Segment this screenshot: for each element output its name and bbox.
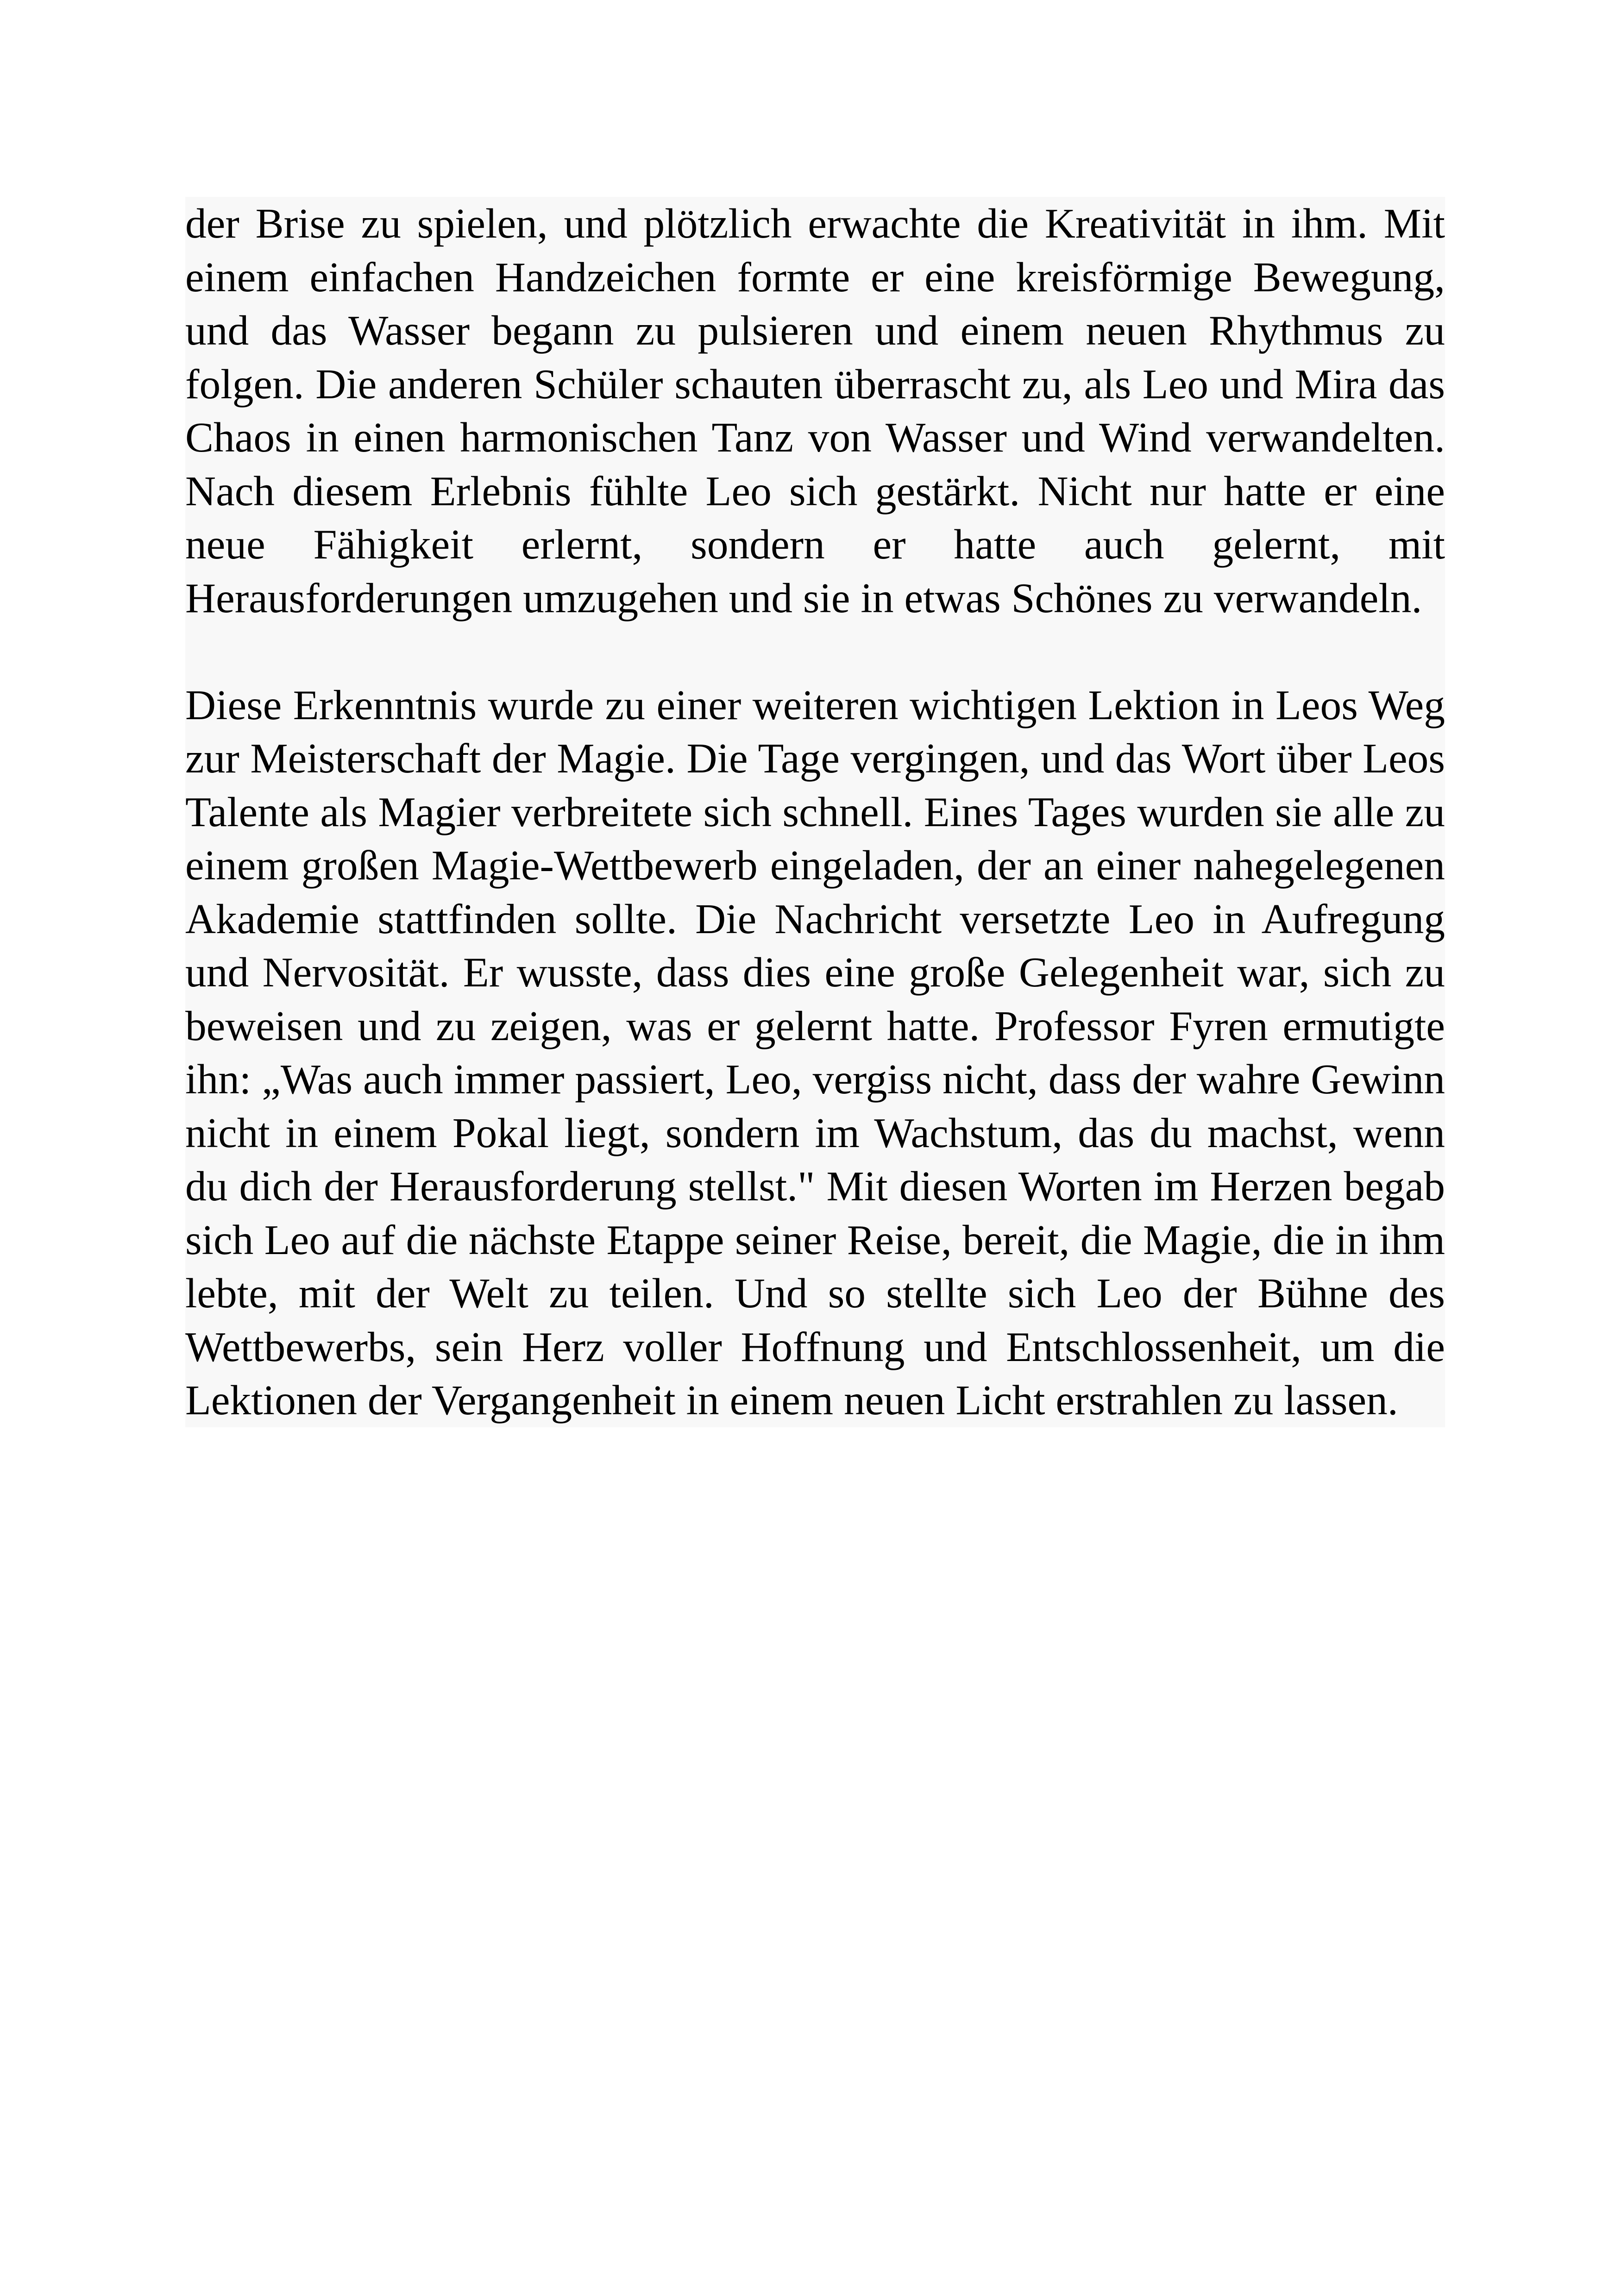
document-text-block — [185, 197, 1445, 1427]
paragraph-2: Diese Erkenntnis wurde zu einer weiteren wichtigen Lektion in Leos Weg zur Meisterschaft der Magie. Die Tage vergingen, und das Wort über Leos Talente als Magier verbreitete sich schnell. Eines Tages wurden sie alle zu einem großen Magie-Wettbewerb eingeladen, der an einer nahegelegenen Akademie stattfinden sollte. Die Nachricht versetzte Leo in Aufregung und Nervosität. Er wusste, dass dies eine große Gelegenheit war, sich zu beweisen und zu zeigen, was er gelernt hatte. Professor Fyren ermutigte ihn: „Was auch immer passiert, Leo, vergiss nicht, dass der wahre Gewinn nicht in einem Pokal liegt, sondern im Wachstum, das du machst, wenn du dich der Herausforderung stellst." Mit diesen Worten im Herzen begab sich Leo auf die nächste Etappe seiner Reise, bereit, die Magie, die in ihm lebte, mit der Welt zu teilen. Und so stellte sich Leo der Bühne des Wettbewerbs, sein Herz voller Hoffnung und Entschlossenheit, um die Lektionen der Vergangenheit in einem neuen Licht erstrahlen zu lassen. — [185, 681, 1445, 1424]
paragraph-spacer — [185, 625, 1445, 678]
paragraph-1: der Brise zu spielen, und plötzlich erwachte die Kreativität in ihm. Mit einem einfachen Handzeichen formte er eine kreisförmige Bewegung, und das Wasser begann zu pulsieren und einem neuen Rhythmus zu folgen. Die anderen Schüler schauten überrascht zu, als Leo und Mira das Chaos in einen harmonischen Tanz von Wasser und Wind verwandelten. Nach diesem Erlebnis fühlte Leo sich gestärkt. Nicht nur hatte er eine neue Fähigkeit erlernt, sondern er hatte auch gelernt, mit Herausforderungen umzugehen und sie in etwas Schönes zu verwandeln. — [185, 200, 1445, 621]
